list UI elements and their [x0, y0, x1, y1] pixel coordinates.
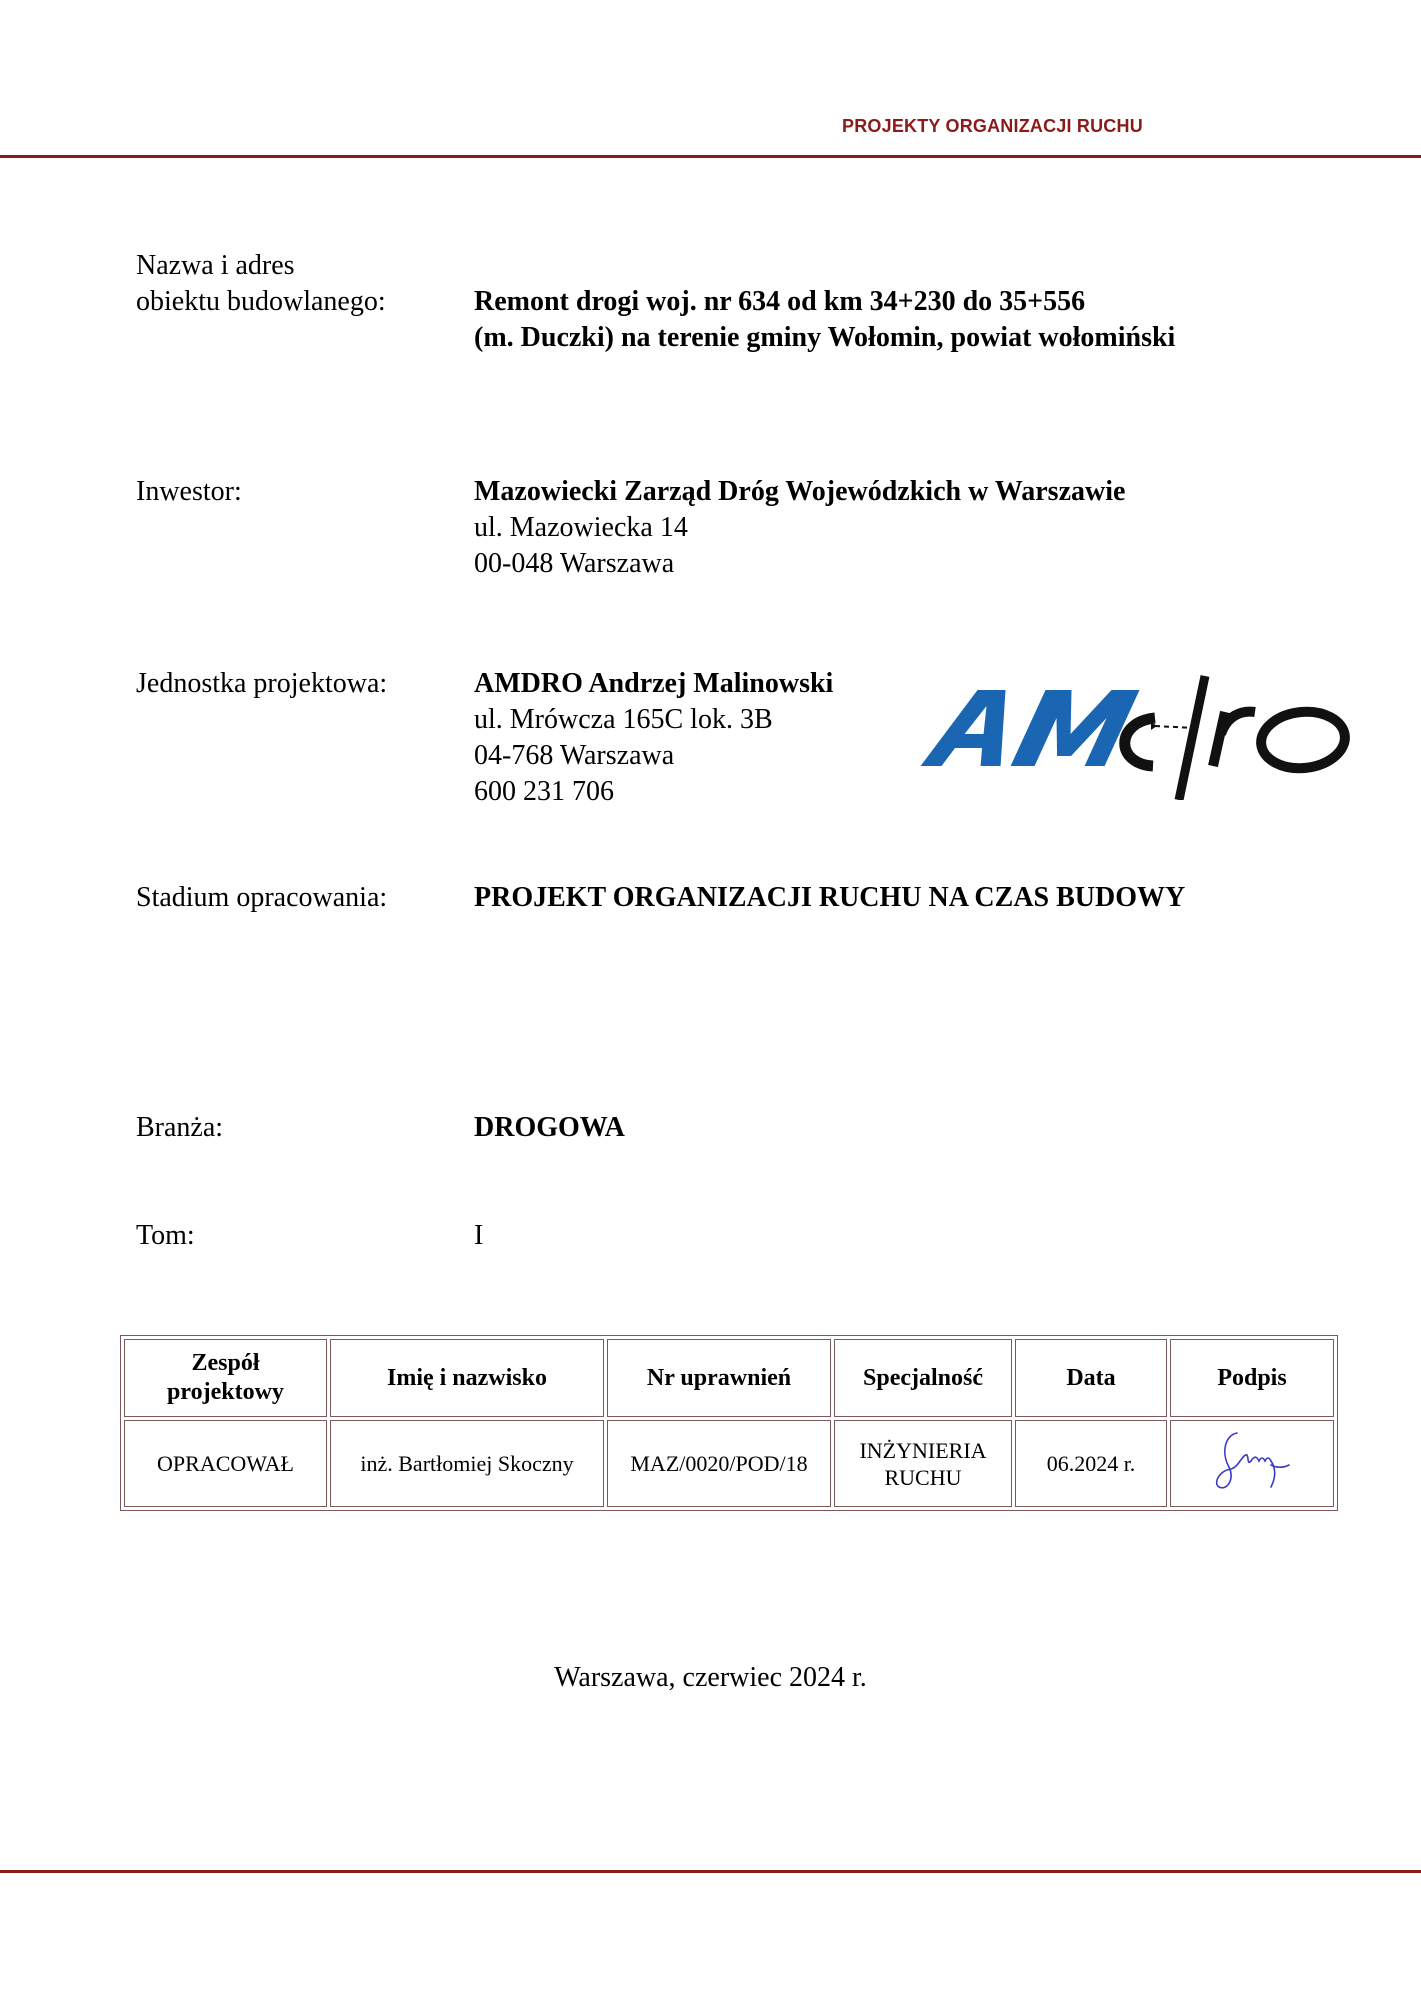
logo-letter-o [1258, 708, 1347, 772]
cell-specialty [834, 1420, 1012, 1507]
investor-name: Mazowiecki Zarząd Dróg Wojewódzkich w Warszawie [474, 476, 1126, 507]
investor-value [474, 474, 1125, 582]
logo-road-curve [1125, 718, 1155, 766]
object-value-line2: (m. Duczki) na terenie gminy Wołomin, powiat wołomiński [474, 322, 1176, 353]
designer-label: Jednostka projektowa: [136, 668, 388, 699]
designer-street: ul. Mrówcza 165C lok. 3B [474, 704, 773, 735]
header-team-line1: Zespół [191, 1350, 260, 1376]
table-row [124, 1420, 1334, 1507]
object-label-line1: Nazwa i adres [136, 250, 295, 281]
branch-value-text: DROGOWA [474, 1112, 625, 1143]
amdro-logo [915, 660, 1365, 800]
object-value [474, 284, 1175, 356]
logo-d-stem [1179, 676, 1205, 800]
place-and-date: Warszawa, czerwiec 2024 r. [554, 1662, 867, 1693]
object-label [136, 248, 386, 320]
logo-letter-m [1011, 690, 1140, 766]
object-label-line2: obiektu budowlanego: [136, 286, 386, 317]
header-license: Nr uprawnień [607, 1339, 831, 1417]
stage-value [474, 880, 1185, 916]
logo-letter-r [1213, 712, 1255, 766]
header-rule [0, 155, 1421, 158]
object-value-line1: Remont drogi woj. nr 634 od km 34+230 do 35+556 [474, 286, 1086, 317]
header-specialty: Specjalność [834, 1339, 1012, 1417]
branch-value [474, 1110, 625, 1146]
cell-date: 06.2024 r. [1015, 1420, 1167, 1507]
header-date: Data [1015, 1339, 1167, 1417]
footer-rule [0, 1870, 1421, 1873]
cell-signature [1170, 1420, 1334, 1507]
table-header-row [124, 1339, 1334, 1417]
header-team [124, 1339, 327, 1417]
handwritten-signature [1207, 1425, 1297, 1497]
header-title: PROJEKTY ORGANIZACJI RUCHU [842, 116, 1143, 136]
investor-label: Inwestor: [136, 476, 242, 507]
cell-specialty-line1: INŻYNIERIA [859, 1437, 987, 1463]
designer-name: AMDRO Andrzej Malinowski [474, 668, 834, 699]
cell-specialty-line2: RUCHU [884, 1464, 962, 1490]
designer-city: 04-768 Warszawa [474, 740, 675, 771]
investor-city: 00-048 Warszawa [474, 548, 675, 579]
header-name: Imię i nazwisko [330, 1339, 604, 1417]
volume-label: Tom: [136, 1220, 195, 1251]
stage-value-text: PROJEKT ORGANIZACJI RUCHU NA CZAS BUDOWY [474, 882, 1186, 913]
header-team-line2: projektowy [167, 1379, 284, 1405]
investor-street: ul. Mazowiecka 14 [474, 512, 688, 543]
logo-road-dash [1155, 726, 1195, 728]
cell-name: inż. Bartłomiej Skoczny [330, 1420, 604, 1507]
volume-value: I [474, 1220, 484, 1251]
designer-phone: 600 231 706 [474, 776, 614, 807]
cell-role: OPRACOWAŁ [124, 1420, 327, 1507]
header-signature: Podpis [1170, 1339, 1334, 1417]
designer-value [474, 666, 833, 810]
branch-label: Branża: [136, 1112, 224, 1143]
stage-label: Stadium opracowania: [136, 882, 388, 913]
design-team-table [120, 1335, 1338, 1511]
logo-letter-a [921, 690, 1020, 766]
cell-license: MAZ/0020/POD/18 [607, 1420, 831, 1507]
